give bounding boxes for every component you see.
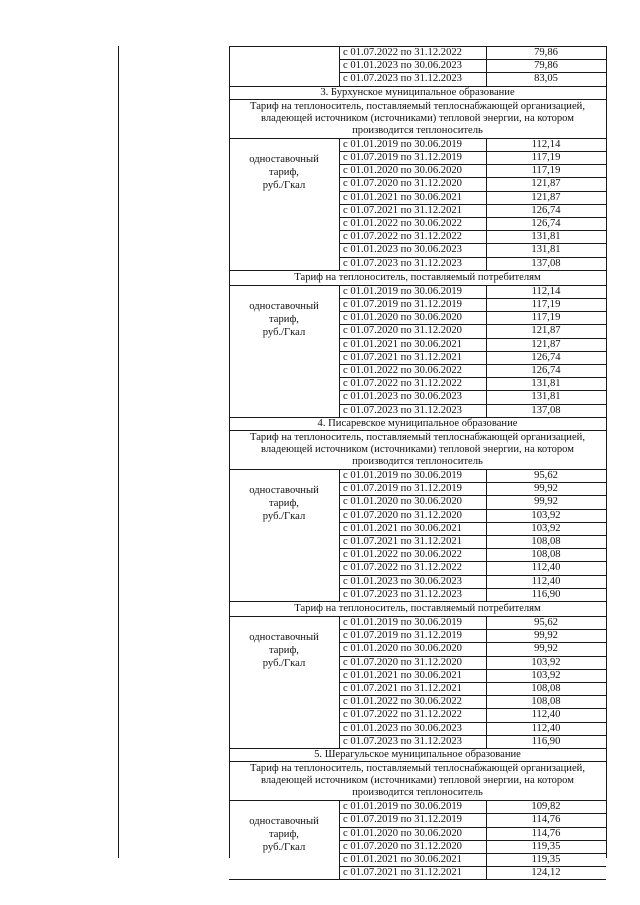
- table-rule: [339, 616, 340, 748]
- tariff-header: владеющей источником (источниками) тепловой энергии, на котором: [261, 775, 574, 787]
- period-cell: с 01.07.2022 по 31.12.2022: [343, 562, 462, 574]
- value-cell: 112,14: [531, 285, 561, 297]
- period-cell: с 01.01.2020 по 30.06.2020: [343, 827, 462, 839]
- period-cell: с 01.07.2023 по 31.12.2023: [343, 404, 462, 416]
- value-cell: 117,19: [531, 312, 561, 324]
- period-cell: с 01.07.2022 по 31.12.2022: [343, 378, 462, 390]
- period-cell: с 01.01.2022 по 30.06.2022: [343, 549, 462, 561]
- period-cell: с 01.07.2023 по 31.12.2023: [343, 735, 462, 747]
- value-cell: 79,86: [534, 60, 558, 72]
- value-cell: 103,92: [531, 656, 561, 668]
- period-cell: с 01.01.2019 по 30.06.2019: [343, 285, 462, 297]
- tariff-type-label: тариф,: [269, 498, 299, 509]
- table-rule: [339, 138, 340, 270]
- value-cell: 126,74: [531, 365, 561, 376]
- period-cell: с 01.01.2021 по 30.06.2021: [343, 669, 462, 681]
- value-cell: 112,14: [531, 138, 561, 150]
- value-cell: 112,40: [531, 722, 561, 734]
- tariff-header: Тариф на теплоноситель, поставляемый потребителям: [294, 603, 541, 614]
- value-cell: 121,87: [531, 178, 561, 190]
- value-cell: 126,74: [531, 351, 561, 363]
- period-cell: с 01.01.2021 по 30.06.2021: [343, 854, 462, 865]
- period-cell: с 01.07.2020 по 31.12.2020: [343, 656, 462, 668]
- table-rule: [229, 761, 606, 762]
- period-cell: с 01.07.2021 по 31.12.2021: [343, 536, 462, 547]
- period-cell: с 01.07.2020 по 31.12.2020: [343, 509, 462, 521]
- value-cell: 112,40: [531, 562, 561, 574]
- period-cell: с 01.07.2020 по 31.12.2020: [343, 840, 462, 852]
- period-cell: с 01.01.2019 по 30.06.2019: [343, 801, 462, 813]
- period-cell: с 01.01.2021 по 30.06.2021: [343, 522, 462, 534]
- value-cell: 108,08: [531, 536, 561, 547]
- value-cell: 117,19: [531, 152, 561, 163]
- period-cell: с 01.01.2023 по 30.06.2023: [343, 60, 462, 72]
- period-cell: с 01.07.2021 по 31.12.2021: [343, 204, 462, 216]
- period-cell: с 01.07.2023 по 31.12.2023: [343, 588, 462, 600]
- period-cell: с 01.01.2023 по 30.06.2023: [343, 722, 462, 734]
- period-cell: с 01.07.2021 по 31.12.2021: [343, 867, 462, 879]
- value-cell: 108,08: [531, 683, 561, 694]
- tariff-header: Тариф на теплоноситель, поставляемый теплоснабжающей организацией,: [250, 763, 585, 775]
- period-cell: с 01.07.2019 по 31.12.2019: [343, 299, 462, 310]
- tariff-type-label: тариф,: [269, 313, 299, 325]
- value-cell: 103,92: [531, 509, 561, 521]
- period-cell: с 01.07.2021 по 31.12.2021: [343, 683, 462, 694]
- period-cell: с 01.07.2022 по 31.12.2022: [343, 231, 462, 243]
- value-cell: 112,40: [531, 709, 561, 721]
- table-rule: [339, 469, 340, 601]
- value-cell: 119,35: [531, 840, 561, 852]
- table-rule: [339, 285, 340, 417]
- period-cell: с 01.07.2023 по 31.12.2023: [343, 257, 462, 269]
- table-rule: [486, 800, 487, 879]
- period-cell: с 01.01.2020 по 30.06.2020: [343, 496, 462, 508]
- table-rule: [229, 270, 606, 271]
- period-cell: с 01.07.2023 по 31.12.2023: [343, 73, 462, 85]
- tariff-type-label: руб./Гкал: [262, 179, 306, 191]
- value-cell: 103,92: [531, 522, 561, 534]
- value-cell: 119,35: [531, 854, 561, 865]
- value-cell: 108,08: [531, 696, 561, 708]
- table-rule: [229, 879, 606, 880]
- tariff-header: Тариф на теплоноситель, поставляемый теплоснабжающей организацией,: [250, 100, 585, 112]
- period-cell: с 01.01.2022 по 30.06.2022: [343, 365, 462, 376]
- value-cell: 126,74: [531, 204, 561, 216]
- value-cell: 117,19: [531, 165, 561, 177]
- period-cell: с 01.01.2020 по 30.06.2020: [343, 643, 462, 655]
- table-rule: [486, 46, 487, 86]
- value-cell: 114,76: [531, 827, 561, 839]
- value-cell: 79,86: [534, 47, 558, 58]
- tariff-type-label: тариф,: [269, 645, 299, 656]
- section-title: 3. Бурхунское муниципальное образование: [320, 86, 515, 98]
- value-cell: 121,87: [531, 191, 561, 203]
- tariff-header: производится теплоноситель: [352, 124, 483, 136]
- tariff-type-label: руб./Гкал: [262, 658, 306, 669]
- period-cell: с 01.01.2022 по 30.06.2022: [343, 696, 462, 708]
- value-cell: 124,12: [531, 867, 561, 879]
- value-cell: 116,90: [531, 588, 561, 600]
- table-rule: [486, 138, 487, 270]
- value-cell: 137,08: [531, 404, 561, 416]
- value-cell: 121,87: [531, 325, 561, 337]
- period-cell: с 01.07.2022 по 31.12.2022: [343, 47, 462, 58]
- period-cell: с 01.01.2023 по 30.06.2023: [343, 244, 462, 256]
- value-cell: 131,81: [531, 244, 561, 256]
- value-cell: 99,92: [534, 496, 558, 508]
- table-rule: [606, 46, 607, 858]
- section-title: 4. Писаревское муниципальное образование: [317, 417, 518, 429]
- period-cell: с 01.01.2019 по 30.06.2019: [343, 617, 462, 628]
- table-rule: [229, 46, 230, 858]
- value-cell: 137,08: [531, 257, 561, 269]
- section-title: 5. Шерагульское муниципальное образование: [314, 749, 521, 760]
- period-cell: с 01.01.2023 по 30.06.2023: [343, 391, 462, 403]
- period-cell: с 01.01.2020 по 30.06.2020: [343, 165, 462, 177]
- period-cell: с 01.07.2019 по 31.12.2019: [343, 630, 462, 642]
- tariff-type-label: одноставочный: [249, 632, 319, 643]
- period-cell: с 01.07.2020 по 31.12.2020: [343, 325, 462, 337]
- period-cell: с 01.07.2019 по 31.12.2019: [343, 814, 462, 826]
- table-rule: [339, 46, 340, 86]
- table-rule: [118, 46, 119, 858]
- period-cell: с 01.07.2019 по 31.12.2019: [343, 483, 462, 495]
- value-cell: 131,81: [531, 231, 561, 243]
- table-rule: [486, 616, 487, 748]
- value-cell: 99,92: [534, 643, 558, 655]
- tariff-type-label: руб./Гкал: [262, 326, 306, 338]
- tariff-type-label: руб./Гкал: [262, 842, 306, 854]
- value-cell: 112,40: [531, 575, 561, 587]
- period-cell: с 01.01.2022 по 30.06.2022: [343, 218, 462, 229]
- period-cell: с 01.07.2021 по 31.12.2021: [343, 351, 462, 363]
- tariff-type-label: одноставочный: [249, 300, 319, 312]
- value-cell: 116,90: [531, 735, 561, 747]
- tariff-header: Тариф на теплоноситель, поставляемый теплоснабжающей организацией,: [250, 432, 585, 443]
- tariff-type-label: одноставочный: [249, 153, 319, 165]
- period-cell: с 01.01.2023 по 30.06.2023: [343, 575, 462, 587]
- tariff-type-label: руб./Гкал: [262, 511, 306, 522]
- table-rule: [229, 99, 606, 100]
- table-rule: [229, 601, 606, 602]
- table-rule: [486, 285, 487, 417]
- period-cell: с 01.07.2022 по 31.12.2022: [343, 709, 462, 721]
- value-cell: 131,81: [531, 378, 561, 390]
- tariff-header: производится теплоноситель: [352, 456, 483, 467]
- period-cell: с 01.07.2020 по 31.12.2020: [343, 178, 462, 190]
- value-cell: 95,62: [534, 617, 558, 628]
- period-cell: с 01.07.2019 по 31.12.2019: [343, 152, 462, 163]
- value-cell: 108,08: [531, 549, 561, 561]
- value-cell: 114,76: [531, 814, 561, 826]
- period-cell: с 01.01.2019 по 30.06.2019: [343, 138, 462, 150]
- period-cell: с 01.01.2020 по 30.06.2020: [343, 312, 462, 324]
- period-cell: с 01.01.2021 по 30.06.2021: [343, 338, 462, 350]
- table-rule: [486, 469, 487, 601]
- tariff-header: владеющей источником (источниками) тепловой энергии, на котором: [261, 444, 574, 455]
- tariff-type-label: одноставочный: [249, 816, 319, 828]
- table-rule: [339, 800, 340, 879]
- value-cell: 126,74: [531, 218, 561, 229]
- tariff-header: производится теплоноситель: [352, 787, 483, 799]
- period-cell: с 01.01.2019 по 30.06.2019: [343, 470, 462, 481]
- value-cell: 121,87: [531, 338, 561, 350]
- value-cell: 95,62: [534, 470, 558, 481]
- period-cell: с 01.01.2021 по 30.06.2021: [343, 191, 462, 203]
- value-cell: 99,92: [534, 483, 558, 495]
- tariff-header: владеющей источником (источниками) тепловой энергии, на котором: [261, 112, 574, 124]
- table-rule: [229, 430, 606, 431]
- tariff-header: Тариф на теплоноситель, поставляемый потребителям: [294, 271, 541, 283]
- value-cell: 83,05: [534, 73, 558, 85]
- value-cell: 109,82: [531, 801, 561, 813]
- tariff-type-label: одноставочный: [249, 485, 319, 496]
- tariff-type-label: тариф,: [269, 166, 299, 178]
- value-cell: 131,81: [531, 391, 561, 403]
- tariff-type-label: тариф,: [269, 829, 299, 841]
- value-cell: 99,92: [534, 630, 558, 642]
- value-cell: 117,19: [531, 299, 561, 310]
- value-cell: 103,92: [531, 669, 561, 681]
